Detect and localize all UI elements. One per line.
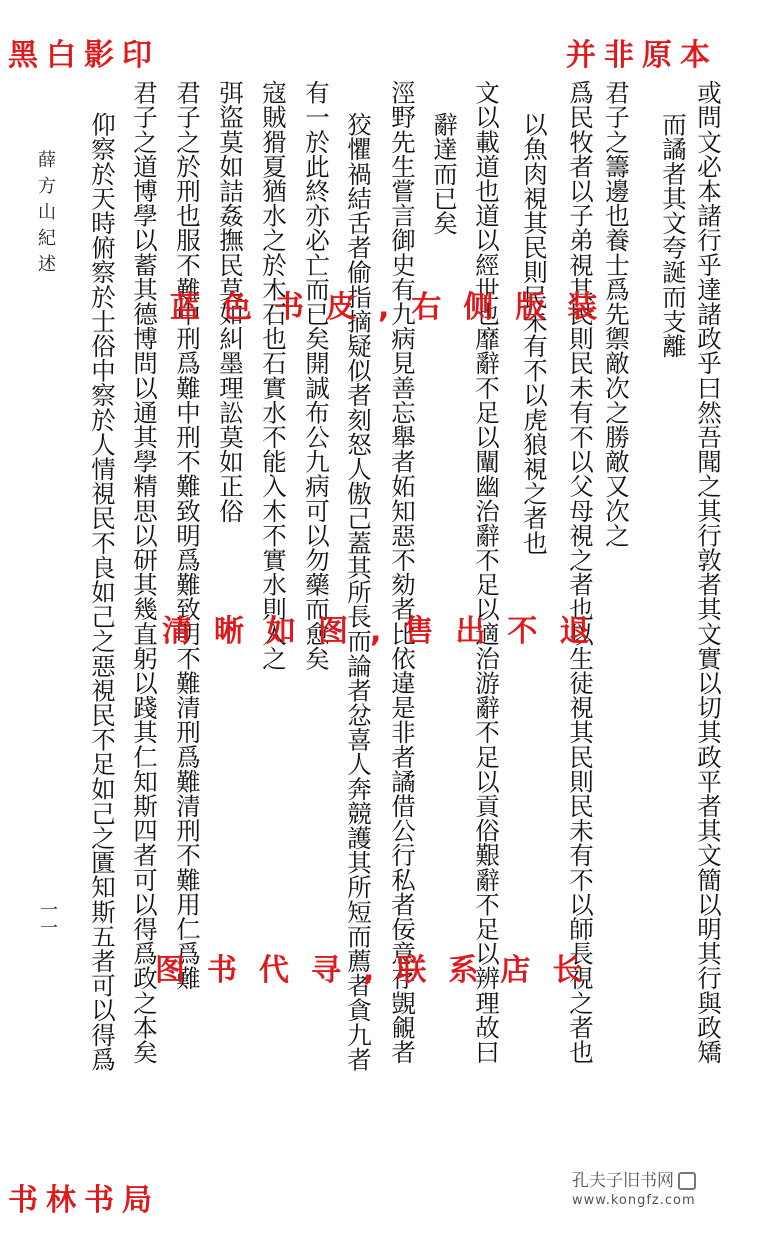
page-number: 一一 bbox=[37, 900, 58, 936]
site-stamp bbox=[572, 1166, 696, 1208]
text-column-1: 或問文必本諸行乎達諸政乎曰然吾聞之其行敦者其文實以切其政平者其文簡以明其行與政矯 bbox=[694, 80, 723, 1064]
text-column-11: 寇賊猾夏猶水之於木石也石實水不能入木不實水則入之 bbox=[259, 80, 288, 671]
text-column-8: 涇野先生嘗言御史有九病見善忘舉者妬知惡不劾者比依違是非者譎借公行私者佞意存覬覦者 bbox=[388, 80, 417, 1064]
running-title: 薛方山紀述 bbox=[35, 150, 56, 280]
text-column-4: 爲民牧者以子弟視其民則民未有不以父母視之者也以生徒視其民則民未有不以師長視之者也 bbox=[566, 80, 595, 1064]
text-column-10: 有一於此終亦必亡而已矣開誠布公九病可以勿藥而愈矣 bbox=[302, 80, 331, 671]
text-column-2: 而譎者其文夸誕而支離 bbox=[659, 112, 688, 358]
text-column-14: 君子之道博學以蓄其德博問以通其學精思以研其幾直躬以踐其仁知斯四者可以得爲政之本矣 bbox=[130, 80, 159, 1064]
text-column-6: 文以載道也道以經世也靡辭不足以闡幽治辭不足以適治游辭不足以貢俗艱辭不足以辨理故曰 bbox=[472, 80, 501, 1064]
site-stamp-name: 孔夫子旧书网 bbox=[572, 1171, 674, 1191]
text-column-13: 君子之於刑也服不難中刑爲難中刑不難致明爲難致明不難清刑爲難清刑不難用仁爲難 bbox=[173, 80, 202, 991]
watermark-bottom-left: 书林书局 bbox=[8, 1183, 160, 1218]
seal-icon bbox=[678, 1172, 696, 1190]
text-column-12: 弭盜莫如詰姦撫民莫如糾墨理訟莫如正俗 bbox=[216, 80, 245, 523]
site-stamp-url: www.kongfz.com bbox=[572, 1193, 696, 1208]
watermark-top-right: 并非原本 bbox=[566, 38, 718, 73]
watermark-line-2: 清晰如图,售出不退 bbox=[162, 614, 612, 649]
watermark-line-1: 蓝色书皮,右侧版装 bbox=[170, 290, 620, 325]
text-column-5: 以魚肉視其民則民未有不以虎狼視之者也 bbox=[520, 112, 549, 555]
text-column-15: 仰察於天時俯察於士俗中察於人情視民不良如己之惡視民不足如己之匱知斯五者可以得爲 bbox=[88, 112, 117, 1072]
text-column-7: 辭達而已矣 bbox=[430, 112, 459, 235]
text-column-3: 君子之籌邊也養士爲先禦敵次之勝敵又次之 bbox=[602, 80, 631, 548]
text-column-9: 狡懼禍結舌者偷指摘疑似者刻怒人傲己蓋其所長而論者忿喜人奔競護其所短而薦者貪九者 bbox=[344, 112, 373, 1072]
watermark-line-3: 图书代寻,联系店长 bbox=[155, 953, 605, 988]
watermark-top-left: 黑白影印 bbox=[8, 38, 160, 73]
